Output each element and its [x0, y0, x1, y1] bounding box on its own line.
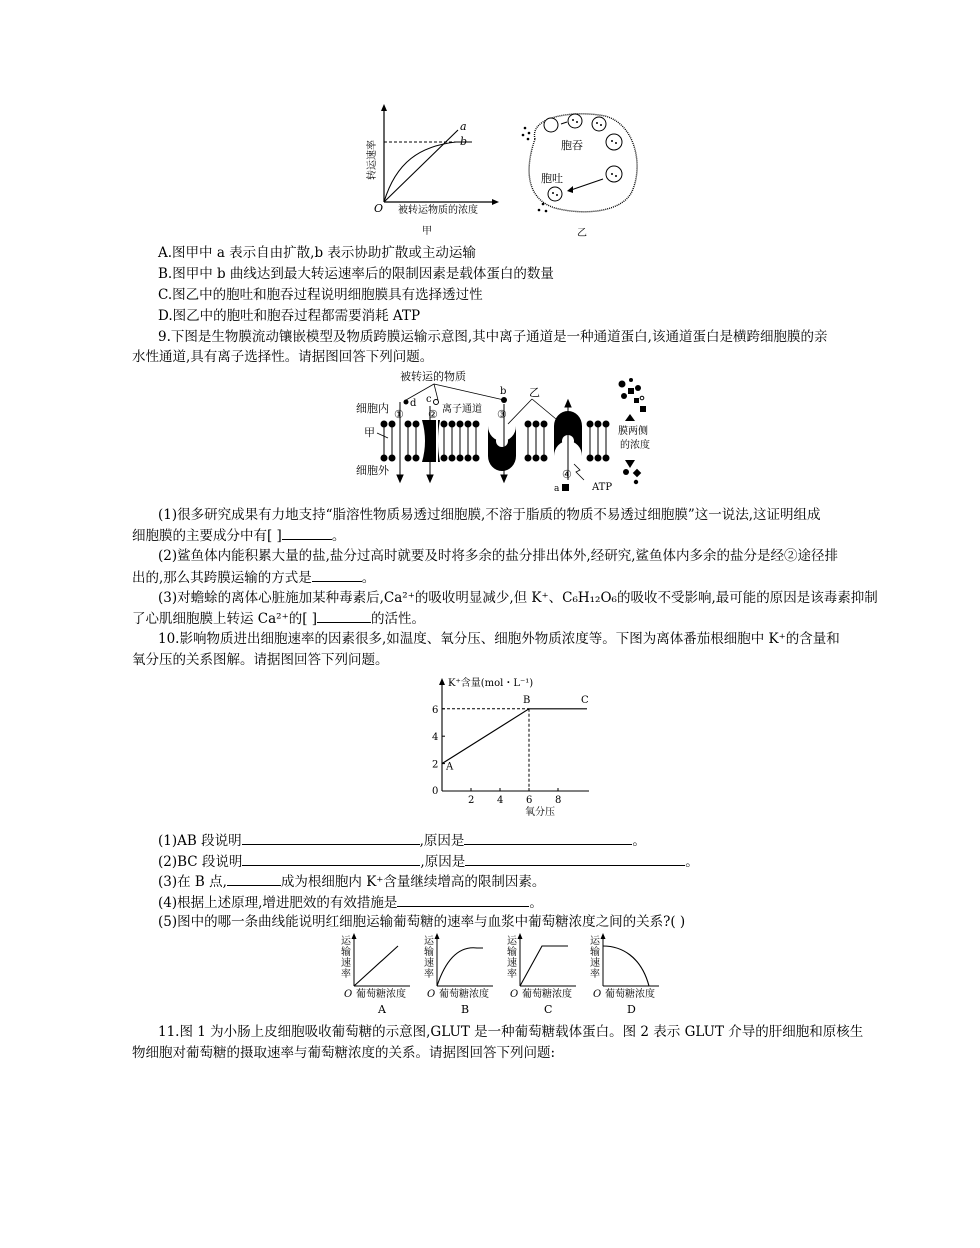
mini-label: B — [461, 1003, 470, 1016]
channel-protein — [422, 420, 440, 462]
q10-p1-b: ,原因是 — [419, 833, 465, 849]
mini-origin: O — [344, 989, 353, 1000]
label-atp: ATP — [592, 482, 613, 493]
q10-stem-1: 10.影响物质进出细胞速率的因素很多,如温度、氧分压、细胞外物质浓度等。下图为离体番茄根细胞中 K⁺的含量和 — [158, 631, 840, 647]
q10-p1-row — [158, 830, 646, 851]
mini-y-arrow — [352, 933, 357, 939]
mini-origin: O — [593, 989, 602, 1000]
yi-label-exo: 胞吐 — [541, 172, 563, 185]
q10-p2-b: ,原因是 — [420, 854, 466, 870]
q10-p3-b: 成为根细胞内 K⁺含量继续增高的限制因素。 — [280, 874, 546, 890]
q8-option-b: B.图甲中 b 曲线达到最大转运速率后的限制因素是载体蛋白的数量 — [158, 266, 554, 282]
origin-label: 0 — [432, 786, 439, 797]
concentration-label-1: 膜两侧 — [618, 426, 648, 437]
membrane-diagram — [348, 368, 663, 498]
q9-p2-b: 出的,那么其跨膜运输的方式是 — [132, 570, 312, 586]
label-n4: ④ — [562, 468, 572, 481]
q9-p2-end: 。 — [361, 570, 376, 586]
y-tick-label: 4 — [432, 732, 439, 744]
q9-p2-b-row — [132, 567, 375, 588]
label-n2: ② — [428, 408, 438, 421]
jia-xlabel: 被转运物质的浓度 — [398, 205, 478, 216]
k-content-chart — [420, 672, 589, 822]
transport-arrows — [397, 400, 571, 482]
q9-p3-a: (3)对蟾蜍的离体心脏施加某种毒素后,Ca²⁺的吸收明显减少,但 K⁺、C₆H₁₂O₆的吸收不受影响,最可能的原因是该毒素抑制 — [158, 590, 878, 606]
mini-curve — [437, 948, 483, 986]
mini-y-arrow — [435, 933, 440, 939]
membrane-label-outside: 细胞外 — [356, 464, 389, 477]
label-c: c — [426, 394, 432, 405]
mini-ylabel: 运输速率 — [424, 936, 434, 980]
q8-option-d: D.图乙中的胞吐和胞吞过程都需要消耗 ATP — [158, 308, 421, 324]
label-d: d — [410, 398, 417, 409]
mini-xlabel: 葡萄糖浓度 — [356, 989, 406, 1000]
mini-origin: O — [427, 989, 436, 1000]
q10-p3-blank[interactable] — [227, 871, 281, 886]
mini-xlabel: 葡萄糖浓度 — [605, 989, 655, 1000]
point-label-B: B — [523, 694, 531, 706]
q9-p3-b: 了心肌细胞膜上转运 Ca²⁺的[ ] — [132, 611, 318, 627]
label-b: b — [500, 386, 507, 397]
q10-p2-blank-2[interactable] — [465, 851, 685, 866]
chart-xlabel: 氧分压 — [525, 807, 555, 818]
q10-p4-blank[interactable] — [397, 892, 529, 907]
mini-graph-C — [507, 933, 576, 1016]
chart-ylabel: K⁺含量(mol・L⁻¹) — [448, 678, 534, 689]
y-tick-label: 2 — [432, 759, 439, 771]
q10-p4-end: 。 — [529, 895, 543, 911]
mini-xlabel: 葡萄糖浓度 — [439, 989, 489, 1000]
point-label-C: C — [581, 694, 589, 706]
mini-graph-B — [424, 933, 493, 1016]
q10-p2-a: (2)BC 段说明 — [158, 854, 243, 870]
jia-origin: O — [374, 202, 384, 215]
yi-label-endo: 胞吞 — [561, 139, 583, 152]
q10-p5: (5)图中的哪一条曲线能说明红细胞运输葡萄糖的速率与血浆中葡萄糖浓度之间的关系?( ) — [158, 914, 686, 930]
membrane-label-jia: 甲 — [364, 426, 375, 439]
q9-p2-a: (2)鲨鱼体内能积累大量的盐,盐分过高时就要及时将多余的盐分排出体外,经研究,鲨鱼体内多余的盐分是经②途径排 — [158, 548, 838, 564]
x-tick-label: 8 — [555, 795, 562, 806]
q9-stem-2: 水性通道,具有离子选择性。请据图回答下列问题。 — [132, 349, 434, 365]
q10-p2-end: 。 — [685, 854, 699, 870]
q10-p3-row — [158, 871, 545, 892]
q10-p2-blank-1[interactable] — [242, 851, 420, 866]
q8-option-c: C.图乙中的胞吐和胞吞过程说明细胞膜具有选择透过性 — [158, 287, 483, 303]
q10-p1-blank-2[interactable] — [464, 830, 632, 845]
q9-p1-b-row — [132, 525, 345, 546]
concentration-label-2: 的浓度 — [620, 440, 650, 451]
mini-xlabel: 葡萄糖浓度 — [522, 989, 572, 1000]
mini-ylabel: 运输速率 — [507, 936, 517, 980]
mini-label: A — [378, 1003, 386, 1016]
membrane-title: 被转运的物质 — [400, 370, 466, 383]
q9-stem-1: 9.下图是生物膜流动镶嵌模型及物质跨膜运输示意图,其中离子通道是一种通道蛋白,该通道蛋白是横跨细胞膜的亲 — [158, 329, 828, 345]
x-tick-label: 6 — [526, 795, 533, 806]
mini-y-arrow — [601, 933, 606, 939]
label-a: a — [554, 484, 560, 494]
mini-curve — [354, 946, 398, 986]
label-yi: 乙 — [529, 386, 540, 399]
figure-8-yi — [515, 104, 645, 240]
q9-p2-blank[interactable] — [312, 567, 362, 582]
jia-curve-a: a — [460, 120, 467, 133]
q8-option-a: A.图甲中 a 表示自由扩散,b 表示协助扩散或主动运输 — [158, 245, 476, 261]
mini-origin: O — [510, 989, 519, 1000]
q10-p2-row — [158, 851, 699, 872]
x-tick-label: 4 — [497, 795, 504, 806]
mini-curve — [603, 946, 649, 986]
q9-p3-b-row — [132, 608, 425, 629]
label-n3: ③ — [497, 408, 507, 421]
q10-p1-end: 。 — [632, 833, 646, 849]
q9-p3-blank[interactable] — [317, 608, 371, 623]
point-label-A: A — [446, 761, 454, 773]
y-axis-arrow — [439, 678, 445, 685]
jia-curve-b: b — [460, 135, 468, 148]
jia-caption: 甲 — [422, 226, 432, 237]
q10-stem-2: 氧分压的关系图解。请据图回答下列问题。 — [132, 652, 389, 668]
q9-p1-blank[interactable] — [282, 525, 332, 540]
q10-p1-a: (1)AB 段说明 — [158, 833, 242, 849]
q9-p1-end: 。 — [331, 528, 346, 544]
q9-p1-b: 细胞膜的主要成分中有[ ] — [132, 528, 282, 544]
label-channel: 离子通道 — [442, 404, 482, 415]
carrier-protein-1 — [488, 426, 516, 471]
q9-p3-end: 的活性。 — [371, 611, 426, 627]
mini-curve — [520, 946, 568, 986]
mini-ylabel: 运输速率 — [341, 936, 351, 980]
mini-graph-A — [341, 933, 410, 1016]
mini-label: C — [544, 1003, 553, 1016]
q10-p1-blank-1[interactable] — [242, 830, 420, 845]
mini-graphs — [336, 932, 676, 1020]
mini-label: D — [627, 1003, 636, 1016]
q9-p1-a: (1)很多研究成果有力地支持“脂溶性物质易透过细胞膜,不溶于脂质的物质不易透过细胞膜”这一说法,这证明组成 — [158, 507, 821, 523]
q10-p4-a: (4)根据上述原理,增进肥效的有效措施是 — [158, 895, 398, 911]
label-n1: ① — [394, 408, 404, 421]
q11-stem-1: 11.图 1 为小肠上皮细胞吸收葡萄糖的示意图,GLUT 是一种葡萄糖载体蛋白。图 2 表示 GLUT 介导的肝细胞和原核生 — [158, 1024, 864, 1040]
mini-ylabel: 运输速率 — [590, 936, 600, 980]
membrane-label-inside: 细胞内 — [356, 402, 389, 415]
jia-ylabel: 转运速率 — [367, 140, 378, 180]
q10-p3-a: (3)在 B 点, — [158, 874, 227, 890]
q11-stem-2: 物细胞对葡萄糖的摄取速率与葡萄糖浓度的关系。请据图回答下列问题: — [132, 1045, 556, 1061]
yi-caption: 乙 — [577, 228, 587, 239]
q10-p4-row — [158, 892, 543, 913]
figure-8-jia — [360, 100, 510, 240]
mini-graph-D — [590, 933, 659, 1016]
mini-y-arrow — [518, 933, 523, 939]
x-tick-label: 2 — [468, 795, 475, 806]
y-tick-label: 6 — [432, 704, 439, 716]
series-line — [442, 709, 587, 764]
